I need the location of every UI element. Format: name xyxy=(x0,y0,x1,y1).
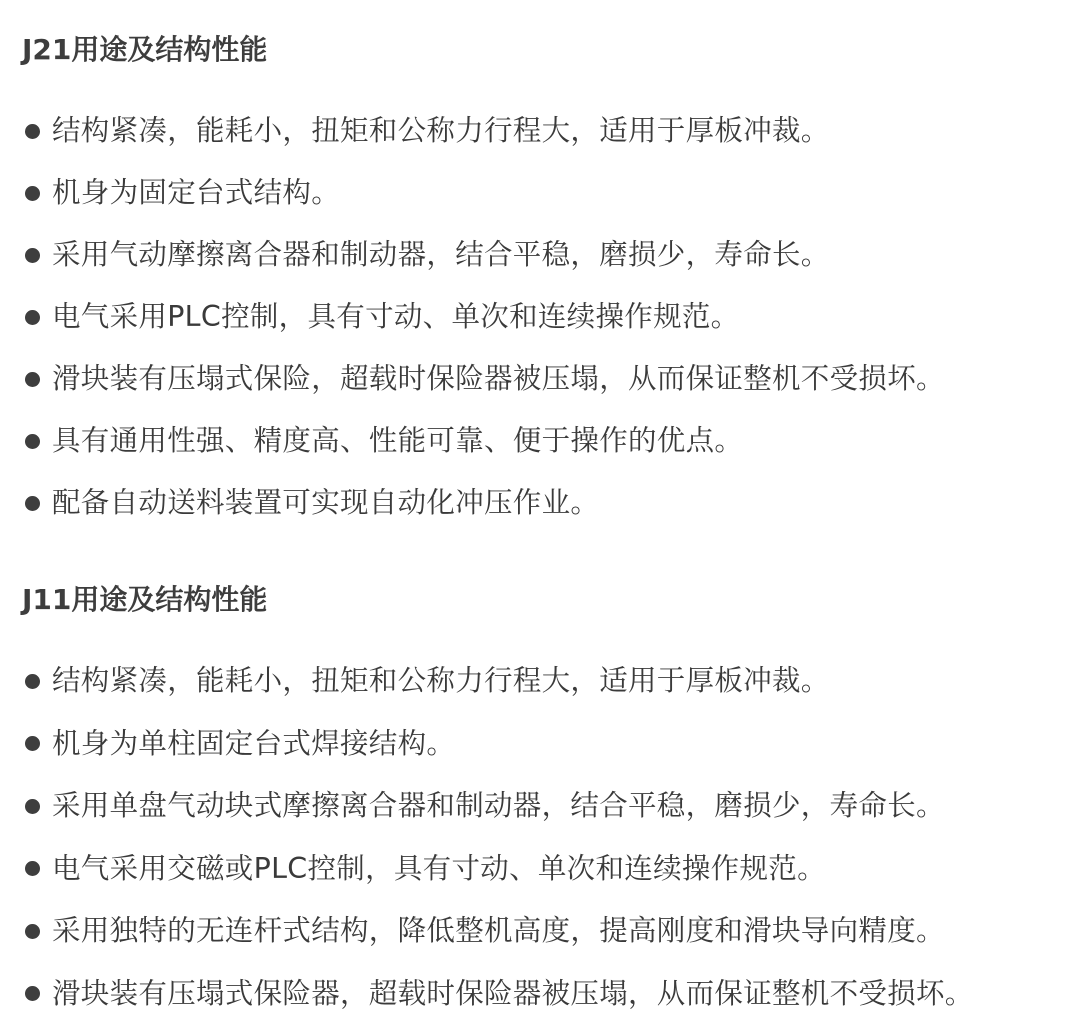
list-item xyxy=(22,162,1061,224)
section-j21 xyxy=(22,26,1061,534)
list-item-text: 结构紧凑，能耗小，扭矩和公称力行程大，适用于厚板冲裁。 xyxy=(52,114,830,147)
list-item xyxy=(22,348,1061,410)
bullet-dot-icon xyxy=(25,674,40,689)
list-item xyxy=(22,100,1061,162)
list-item xyxy=(22,775,1061,838)
list-item-text: 电气采用交磁或PLC控制，具有寸动、单次和连续操作规范。 xyxy=(52,851,826,885)
list-item-text: 机身为固定台式结构。 xyxy=(52,176,341,209)
list-item xyxy=(22,224,1061,286)
list-item-text: 配备自动送料装置可实现自动化冲压作业。 xyxy=(52,486,600,519)
list-item-text: 采用独特的无连杆式结构，降低整机高度，提高刚度和滑块导向精度。 xyxy=(52,914,945,948)
list-item-text: 结构紧凑，能耗小，扭矩和公称力行程大，适用于厚板冲裁。 xyxy=(52,664,830,698)
list-item-text: 滑块装有压塌式保险，超载时保险器被压塌，从而保证整机不受损坏。 xyxy=(52,362,945,395)
list-item xyxy=(22,713,1061,776)
list-item xyxy=(22,963,1061,1026)
list-item xyxy=(22,838,1061,901)
list-item-text: 机身为单柱固定台式焊接结构。 xyxy=(52,726,456,760)
list-item-text: 具有通用性强、精度高、性能可靠、便于操作的优点。 xyxy=(52,424,744,457)
bullet-dot-icon xyxy=(25,372,40,387)
bullet-list xyxy=(22,100,1061,534)
section-heading: J11用途及结构性能 xyxy=(22,583,268,616)
list-item xyxy=(22,286,1061,348)
bullet-dot-icon xyxy=(25,124,40,139)
bullet-dot-icon xyxy=(25,496,40,511)
bullet-dot-icon xyxy=(25,986,40,1001)
bullet-dot-icon xyxy=(25,924,40,939)
list-item-text: 采用气动摩擦离合器和制动器，结合平稳，磨损少，寿命长。 xyxy=(52,238,830,271)
list-item-text: 电气采用PLC控制，具有寸动、单次和连续操作规范。 xyxy=(52,300,740,333)
bullet-dot-icon xyxy=(25,186,40,201)
bullet-dot-icon xyxy=(25,736,40,751)
bullet-dot-icon xyxy=(25,434,40,449)
list-item xyxy=(22,900,1061,963)
list-item-text: 采用单盘气动块式摩擦离合器和制动器，结合平稳，磨损少，寿命长。 xyxy=(52,789,945,823)
section-heading: J21用途及结构性能 xyxy=(22,33,268,66)
bullet-list xyxy=(22,650,1061,1025)
list-item xyxy=(22,410,1061,472)
bullet-dot-icon xyxy=(25,799,40,814)
list-item-text: 滑块装有压塌式保险器，超载时保险器被压塌，从而保证整机不受损坏。 xyxy=(52,976,974,1010)
bullet-dot-icon xyxy=(25,310,40,325)
list-item xyxy=(22,650,1061,713)
bullet-dot-icon xyxy=(25,248,40,263)
section-j11 xyxy=(22,576,1061,1025)
list-item xyxy=(22,472,1061,534)
bullet-dot-icon xyxy=(25,861,40,876)
